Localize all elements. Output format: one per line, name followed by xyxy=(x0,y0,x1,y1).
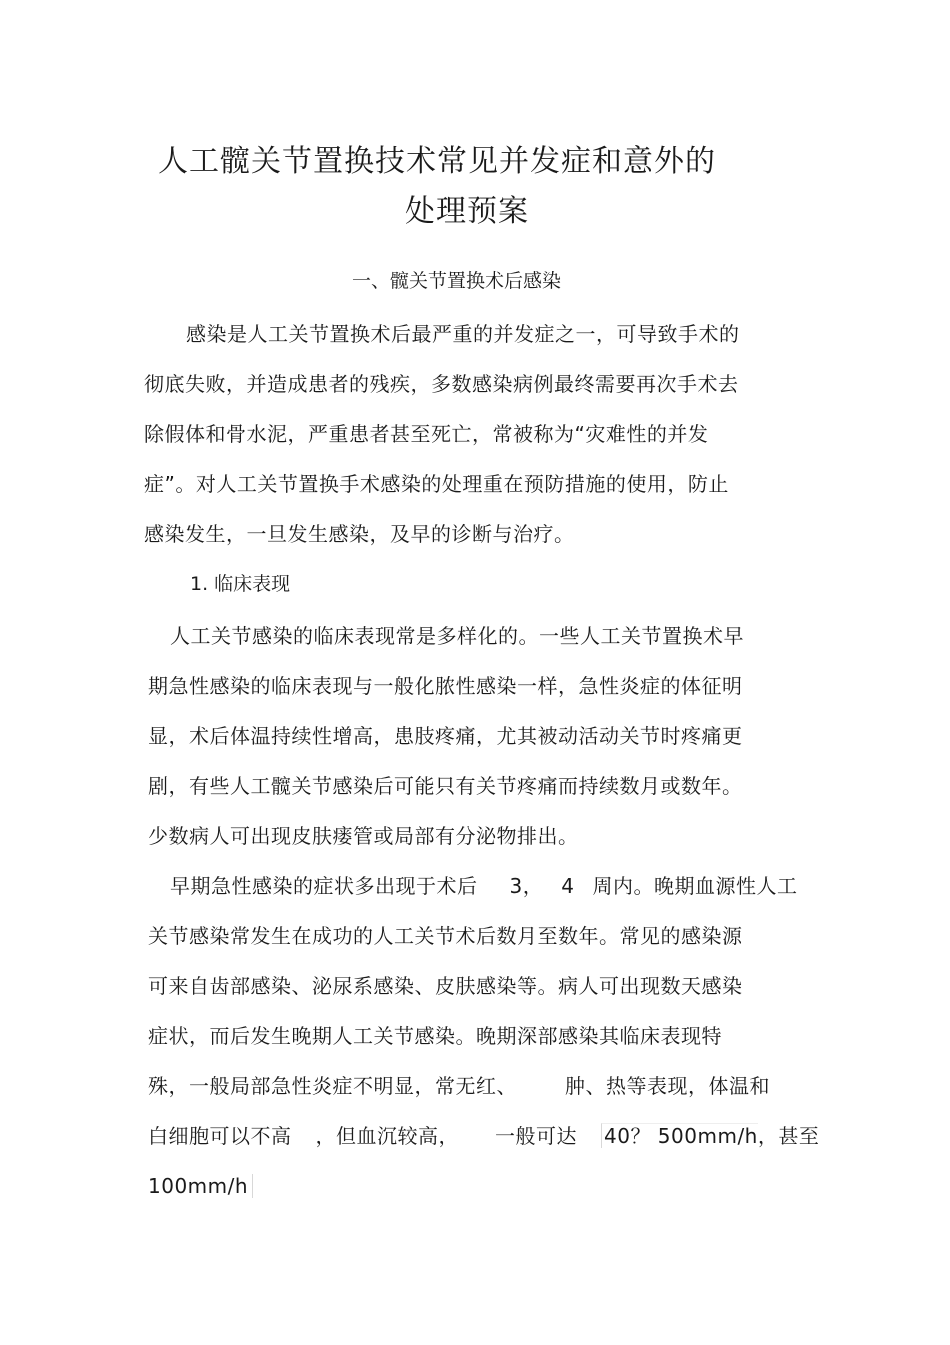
paragraph-line: 彻底失败，并造成患者的残疾，多数感染病例最终需要再次手术去 xyxy=(144,372,739,396)
value-esr-range: 40？ 500mm/h xyxy=(601,1123,758,1148)
paragraph-line: 期急性感染的临床表现与一般化脓性感染一样，急性炎症的体征明 xyxy=(148,674,743,698)
paragraph-line: 症”。对人工关节置换手术感染的处理重在预防措施的使用，防止 xyxy=(144,472,729,496)
paragraph-line: 显，术后体温持续性增高，患肢疼痛，尤其被动活动关节时疼痛更 xyxy=(148,724,743,748)
value-esr-max: 100mm/h xyxy=(148,1174,253,1198)
paragraph-line: 除假体和骨水泥，严重患者甚至死亡，常被称为“灾难性的并发 xyxy=(144,422,709,446)
text-segment: 4 xyxy=(561,874,575,898)
paragraph-line: 剧，有些人工髋关节感染后可能只有关节疼痛而持续数月或数年。 xyxy=(148,774,743,798)
paragraph-line xyxy=(148,1122,819,1150)
text-segment: ，但血沉较高， xyxy=(315,1124,459,1148)
paragraph-line: 少数病人可出现皮肤瘘管或局部有分泌物排出。 xyxy=(148,824,579,848)
paragraph-line: 人工关节感染的临床表现常是多样化的。一些人工关节置换术早 xyxy=(170,624,744,648)
text-segment: 肿、热等表现，体温和 xyxy=(565,1074,770,1098)
paragraph-line: 可来自齿部感染、泌尿系感染、皮肤感染等。病人可出现数天感染 xyxy=(148,974,743,998)
text-segment: 殊，一般局部急性炎症不明显，常无红、 xyxy=(148,1074,517,1098)
text-segment: 周内。晚期血源性人工 xyxy=(592,874,798,898)
page-title-line-2: 处理预案 xyxy=(405,194,529,229)
page-title-line-1: 人工髋关节置换技术常见并发症和意外的 xyxy=(158,144,716,179)
section-heading-infection: 一、髋关节置换术后感染 xyxy=(352,270,562,292)
paragraph-line: 感染是人工关节置换术后最严重的并发症之一，可导致手术的 xyxy=(186,322,740,346)
paragraph-line xyxy=(148,1072,770,1100)
paragraph-line xyxy=(148,1172,253,1200)
paragraph-line: 感染发生，一旦发生感染，及早的诊断与治疗。 xyxy=(144,522,575,546)
subsection-heading-clinical-manifestation: 1. 临床表现 xyxy=(190,573,291,595)
text-segment: 一般可达 xyxy=(495,1124,577,1148)
text-segment: ，甚至 xyxy=(757,1124,820,1148)
text-segment: 早期急性感染的症状多出现于术后 xyxy=(170,874,478,898)
paragraph-line: 关节感染常发生在成功的人工关节术后数月至数年。常见的感染源 xyxy=(148,924,743,948)
text-segment: 白细胞可以不高 xyxy=(148,1124,292,1148)
paragraph-line xyxy=(170,872,797,900)
text-segment: 3， xyxy=(509,874,544,898)
paragraph-line: 症状，而后发生晚期人工关节感染。晚期深部感染其临床表现特 xyxy=(148,1024,722,1048)
